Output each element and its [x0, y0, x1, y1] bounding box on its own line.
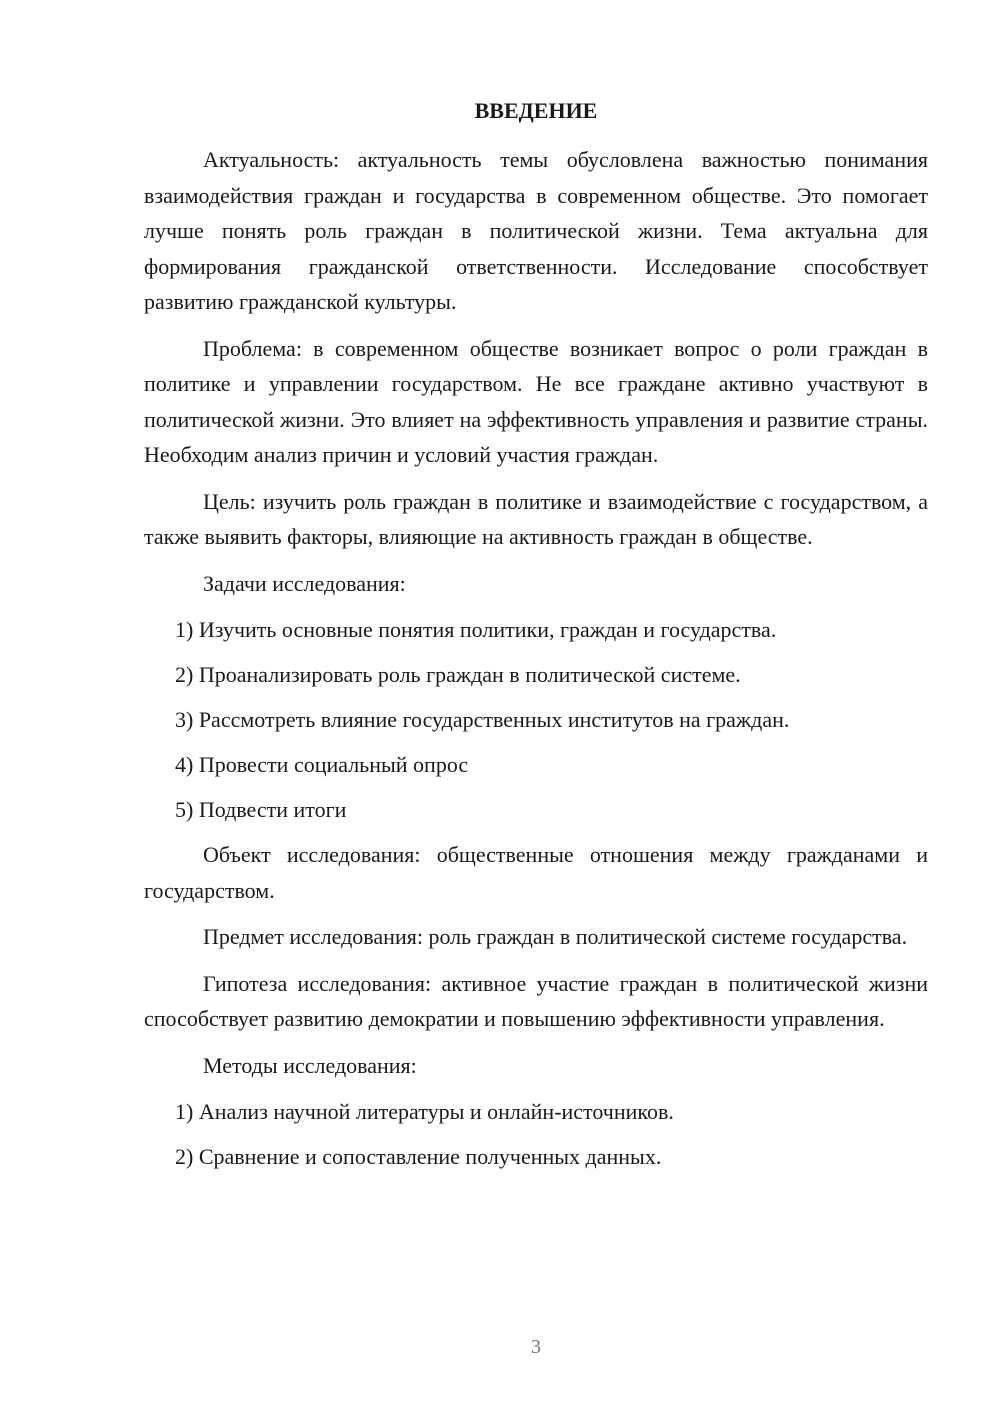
- list-item: 2) Сравнение и сопоставление полученных данных.: [175, 1144, 662, 1169]
- paragraph-object: Объект исследования: общественные отношения между гражданами и государством.: [144, 842, 928, 903]
- list-item: 1) Изучить основные понятия политики, граждан и государства.: [175, 617, 777, 642]
- page-number: 3: [531, 1336, 541, 1358]
- methods-list: [144, 1094, 928, 1175]
- paragraph-problem: Проблема: в современном обществе возникает вопрос о роли граждан в политике и управлении государством. Не все граждане активно участвуют в политической жизни. Это влияет на эффективность управления и развитие страны. Необходим анализ причин и условий участия граждан.: [144, 335, 928, 467]
- list-item: 5) Подвести итоги: [175, 797, 347, 822]
- paragraph-subject: Предмет исследования: роль граждан в политической системе государства.: [203, 924, 908, 949]
- list-item: 2) Проанализировать роль граждан в политической системе.: [175, 662, 741, 687]
- paragraph-relevance: Актуальность: актуальность темы обусловлена важностью понимания взаимодействия граждан и государства в современном обществе. Это помогает лучше понять роль граждан в политической жизни. Тема актуальна для формирования гражданской ответственности. Исследование способствует развитию гражданской культуры.: [144, 147, 928, 314]
- document-body: [144, 142, 928, 1184]
- list-item: 1) Анализ научной литературы и онлайн-источников.: [175, 1099, 674, 1124]
- tasks-heading: Задачи исследования:: [203, 570, 406, 596]
- tasks-list: [144, 612, 928, 828]
- list-item: 3) Рассмотреть влияние государственных институтов на граждан.: [175, 707, 790, 732]
- paragraph-hypothesis: Гипотеза исследования: активное участие граждан в политической жизни способствует развитию демократии и повышению эффективности управления.: [144, 970, 928, 1031]
- paragraph-goal: Цель: изучить роль граждан в политике и взаимодействие с государством, а также выявить факторы, влияющие на активность граждан в обществе.: [144, 488, 928, 549]
- list-item: 4) Провести социальный опрос: [175, 752, 469, 777]
- section-heading: ВВЕДЕНИЕ: [474, 98, 598, 123]
- methods-heading: Методы исследования:: [203, 1052, 417, 1078]
